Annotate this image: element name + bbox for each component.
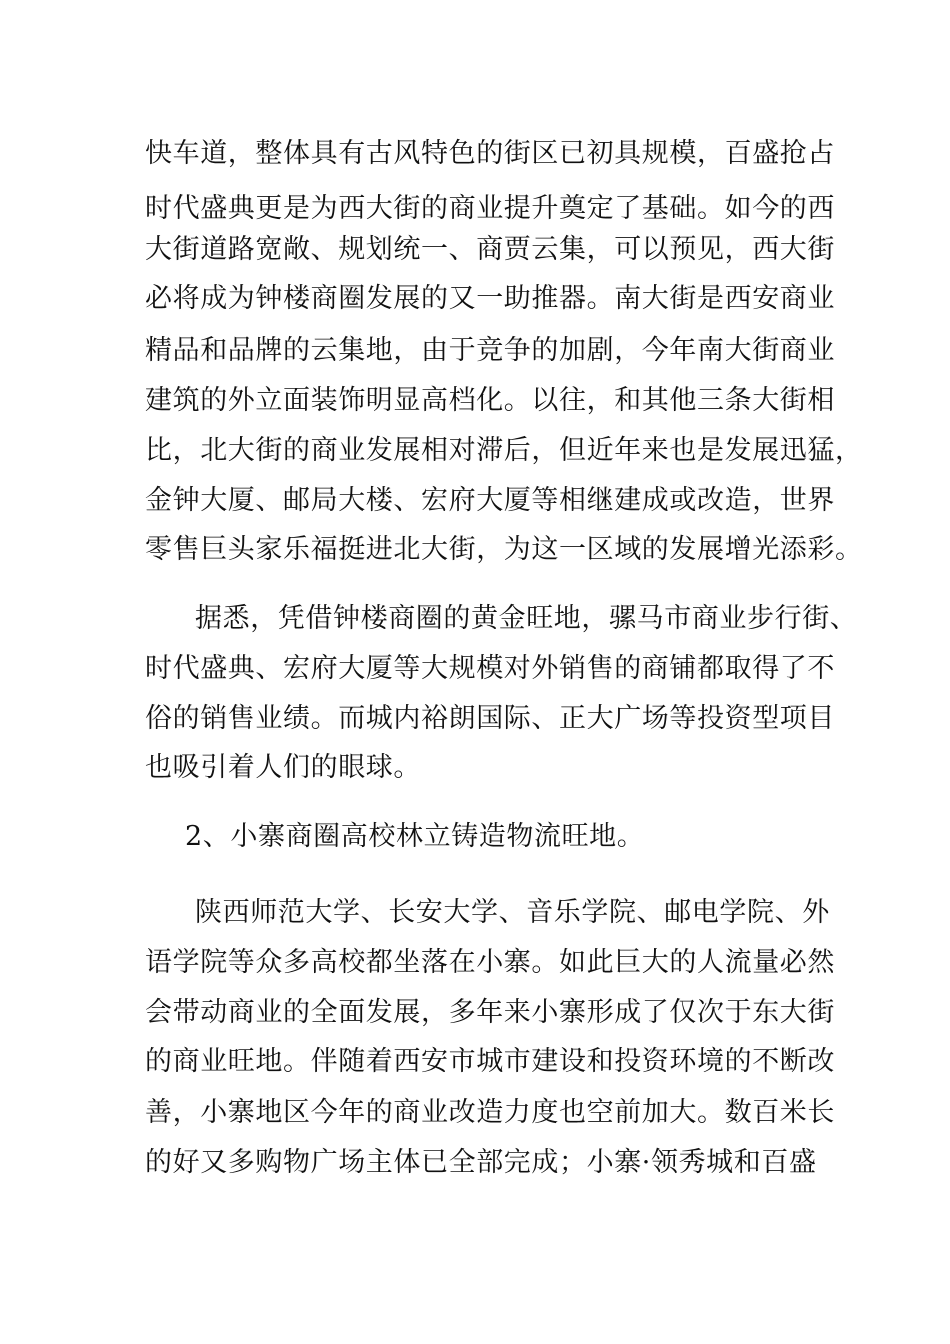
paragraph-2-line-4: 也吸引着人们的眼球。 (145, 752, 421, 783)
paragraph-2-line-1: 据悉，凭借钟楼商圈的黄金旺地，骡马市商业步行街、 (195, 603, 858, 634)
paragraph-1-line-6: 建筑的外立面装饰明显高档化。以往，和其他三条大街相 (145, 385, 835, 416)
paragraph-1-line-9: 零售巨头家乐福挺进北大街，为这一区域的发展增光添彩。 (145, 534, 863, 565)
section-heading: 2、小寨商圈高校林立铸造物流旺地。 (185, 821, 645, 852)
paragraph-1-line-7: 比，北大街的商业发展相对滞后，但近年来也是发展迅猛， (145, 435, 863, 466)
paragraph-3-line-2: 语学院等众多高校都坐落在小寨。如此巨大的人流量必然 (145, 947, 835, 978)
paragraph-1-line-4: 必将成为钟楼商圈发展的又一助推器。南大街是西安商业 (145, 283, 835, 314)
paragraph-1-line-2: 时代盛典更是为西大街的商业提升奠定了基础。如今的西 (145, 193, 835, 224)
paragraph-2-line-2: 时代盛典、宏府大厦等大规模对外销售的商铺都取得了不 (145, 653, 835, 684)
paragraph-3-line-1: 陕西师范大学、长安大学、音乐学院、邮电学院、外 (195, 897, 830, 928)
paragraph-2-line-3: 俗的销售业绩。而城内裕朗国际、正大广场等投资型项目 (145, 703, 835, 734)
paragraph-1-line-1: 快车道，整体具有古风特色的街区已初具规模，百盛抢占 (145, 138, 835, 169)
paragraph-1-line-3: 大街道路宽敞、规划统一、商贾云集，可以预见，西大街 (145, 234, 835, 265)
paragraph-3-line-4: 的商业旺地。伴随着西安市城市建设和投资环境的不断改 (145, 1046, 835, 1077)
paragraph-1-line-5: 精品和品牌的云集地，由于竞争的加剧，今年南大街商业 (145, 335, 835, 366)
paragraph-3-line-6: 的好又多购物广场主体已全部完成；小寨·领秀城和百盛 (145, 1147, 817, 1178)
paragraph-1-line-8: 金钟大厦、邮局大楼、宏府大厦等相继建成或改造，世界 (145, 485, 835, 516)
paragraph-3-line-5: 善，小寨地区今年的商业改造力度也空前加大。数百米长 (145, 1097, 835, 1128)
paragraph-3-line-3: 会带动商业的全面发展，多年来小寨形成了仅次于东大街 (145, 997, 835, 1028)
